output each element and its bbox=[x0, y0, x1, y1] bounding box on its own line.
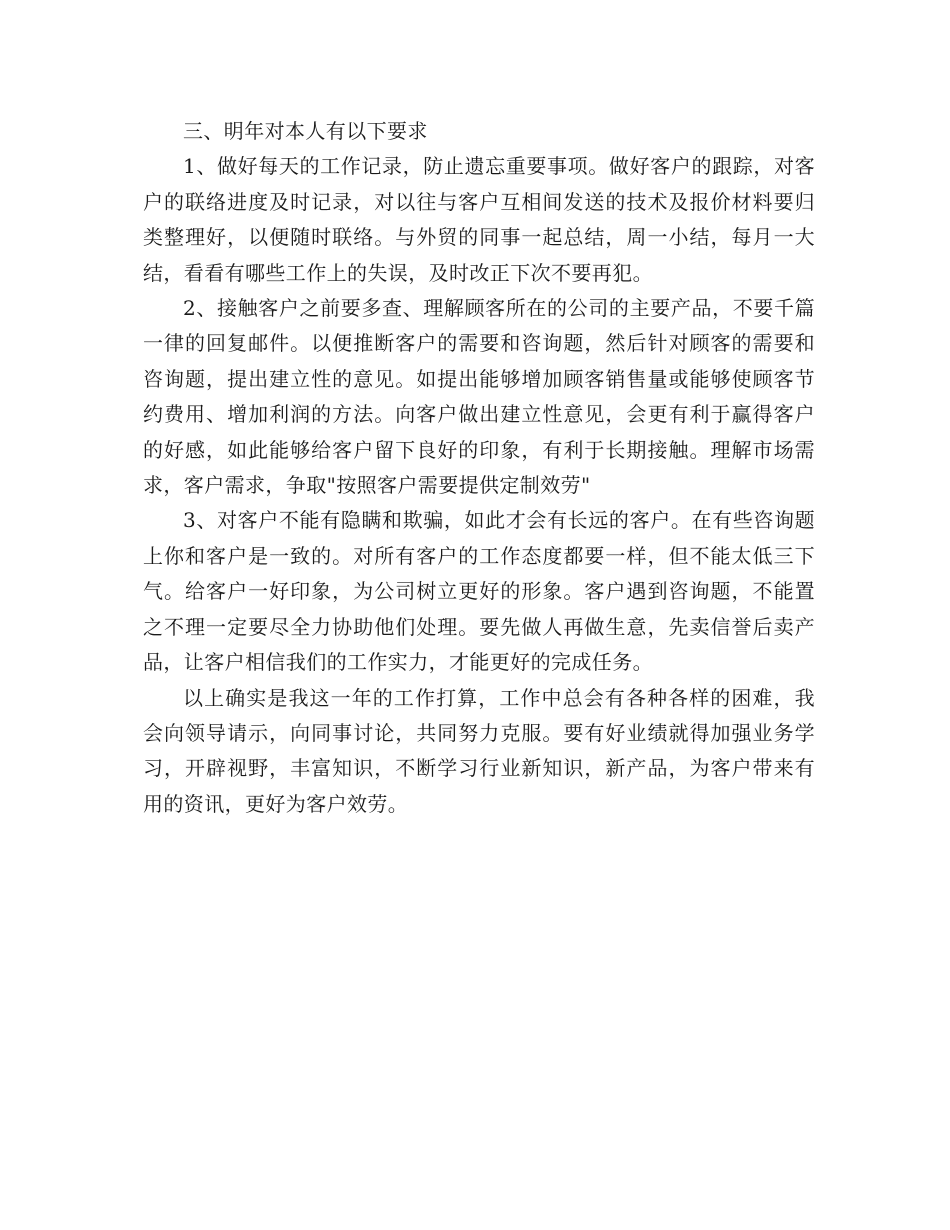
section-heading: 三、明年对本人有以下要求 bbox=[183, 119, 428, 143]
paragraph-3: 3、对客户不能有隐瞒和欺骗，如此才会有长远的客户。在有些咨询题上你和客户是一致的。对所有客户的工作态度都要一样，但不能太低三下气。给客户一好印象，为公司树立更好的形象。客户遇到咨询题，不能置之不理一定要尽全力协助他们处理。要先做人再做生意，先卖信誉后卖产品，让客户相信我们的工作实力，才能更好的完成任务。 bbox=[143, 508, 815, 675]
paragraph-4: 以上确实是我这一年的工作打算，工作中总会有各种各样的困难，我会向领导请示，向同事讨论，共同努力克服。要有好业绩就得加强业务学习，开辟视野，丰富知识，不断学习行业新知识，新产品，为客户带来有用的资讯，更好为客户效劳。 bbox=[143, 685, 815, 816]
paragraph-1: 1、做好每天的工作记录，防止遗忘重要事项。做好客户的跟踪，对客户的联络进度及时记录，对以往与客户互相间发送的技术及报价材料要归类整理好，以便随时联络。与外贸的同事一起总结，周一小结，每月一大结，看看有哪些工作上的失误，及时改正下次不要再犯。 bbox=[143, 154, 815, 285]
document-body bbox=[143, 114, 815, 822]
paragraph-2: 2、接触客户之前要多查、理解顾客所在的公司的主要产品，不要千篇一律的回复邮件。以便推断客户的需要和咨询题，然后针对顾客的需要和咨询题，提出建立性的意见。如提出能够增加顾客销售量或能够使顾客节约费用、增加利润的方法。向客户做出建立性意见，会更有利于赢得客户的好感，如此能够给客户留下良好的印象，有利于长期接触。理解市场需求，客户需求，争取"按照客户需要提供定制效劳" bbox=[143, 296, 815, 498]
